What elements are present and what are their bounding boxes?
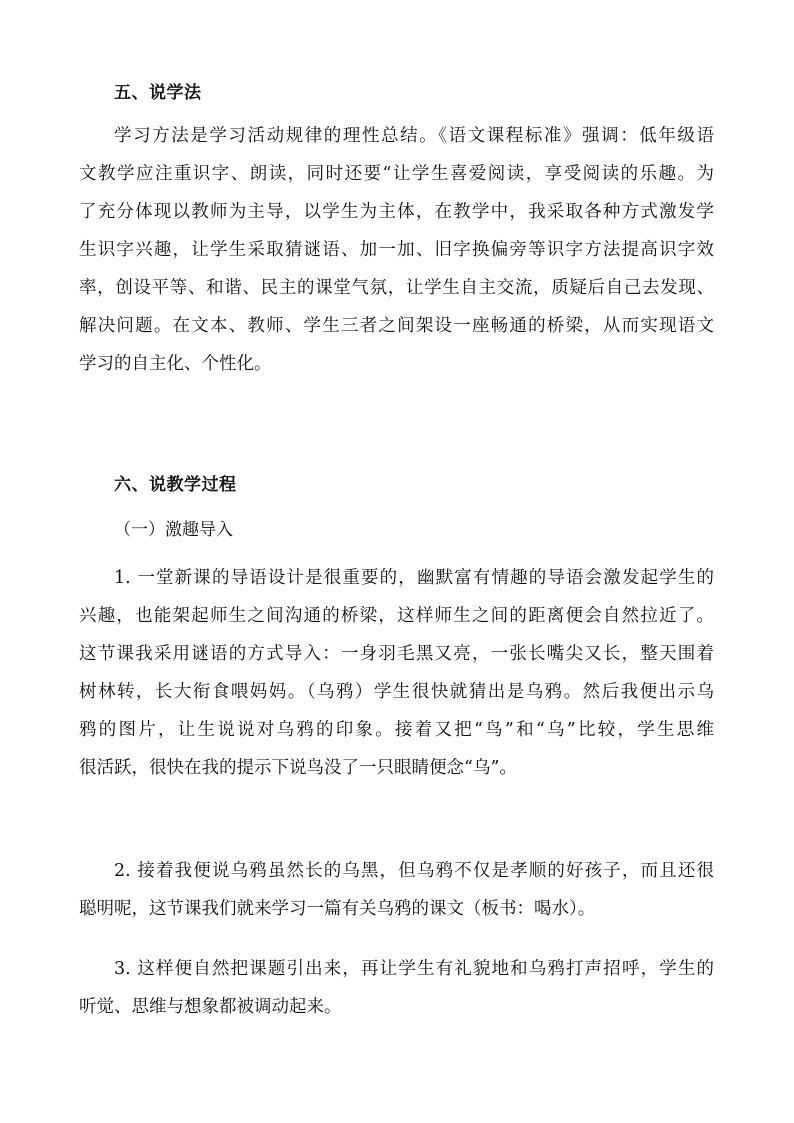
paragraph-line: 树林转，长大衔食喂妈妈。（乌鸦）学生很快就猜出是乌鸦。然后我便出示乌 <box>79 682 714 702</box>
paragraph-line: 2. 接着我便说乌鸦虽然长的乌黑，但乌鸦不仅是孝顺的好孩子，而且还很 <box>114 861 714 881</box>
paragraph-line: 生识字兴趣，让学生采取猜谜语、加一加、旧字换偏旁等识字方法提高识字效 <box>79 240 714 260</box>
paragraph-line: 这节课我采用谜语的方式导入：一身羽毛黑又亮，一张长嘴尖又长，整天围着 <box>79 644 714 664</box>
item-3-paragraph <box>79 950 714 1026</box>
paragraph-line: 了充分体现以教师为主导，以学生为主体，在教学中，我采取各种方式激发学 <box>79 202 714 222</box>
paragraph-line: 3. 这样便自然把课题引出来，再让学生有礼貌地和乌鸦打声招呼，学生的 <box>114 959 714 979</box>
paragraph-line: 学习方法是学习活动规律的理性总结。《语文课程标准》强调：低年级语 <box>114 126 714 146</box>
paragraph-line: 学习的自主化、个性化。 <box>79 354 272 374</box>
paragraph-line: 1. 一堂新课的导语设计是很重要的，幽默富有情趣的导语会激发起学生的 <box>114 568 714 588</box>
paragraph-line: 解决问题。在文本、教师、学生三者之间架设一座畅通的桥梁，从而实现语文 <box>79 316 714 336</box>
paragraph-line: 文教学应注重识字、朗读，同时还要“让学生喜爱阅读，享受阅读的乐趣。为 <box>79 164 714 184</box>
paragraph-line: 聪明呢，这节课我们就来学习一篇有关乌鸦的课文（板书：喝水）。 <box>79 899 596 919</box>
paragraph-line: 鸦的图片，让生说说对乌鸦的印象。接着又把“鸟”和“乌”比较，学生思维 <box>79 720 714 740</box>
paragraph-line: 听觉、思维与想象都被调动起来。 <box>79 997 342 1017</box>
section-5-heading: 五、说学法 <box>114 83 202 103</box>
subsection-heading: （一）激趣导入 <box>114 520 233 540</box>
section-6-heading: 六、说教学过程 <box>114 475 237 495</box>
item-2-paragraph <box>79 852 714 928</box>
item-1-paragraph <box>79 559 714 787</box>
paragraph-line: 很活跃，很快在我的提示下说鸟没了一只眼睛便念“乌”。 <box>79 758 517 778</box>
section-5-paragraph <box>79 117 714 383</box>
paragraph-line: 率，创设平等、和谐、民主的课堂气氛，让学生自主交流，质疑后自己去发现、 <box>79 278 714 298</box>
paragraph-line: 兴趣，也能架起师生之间沟通的桥梁，这样师生之间的距离便会自然拉近了。 <box>79 606 714 626</box>
